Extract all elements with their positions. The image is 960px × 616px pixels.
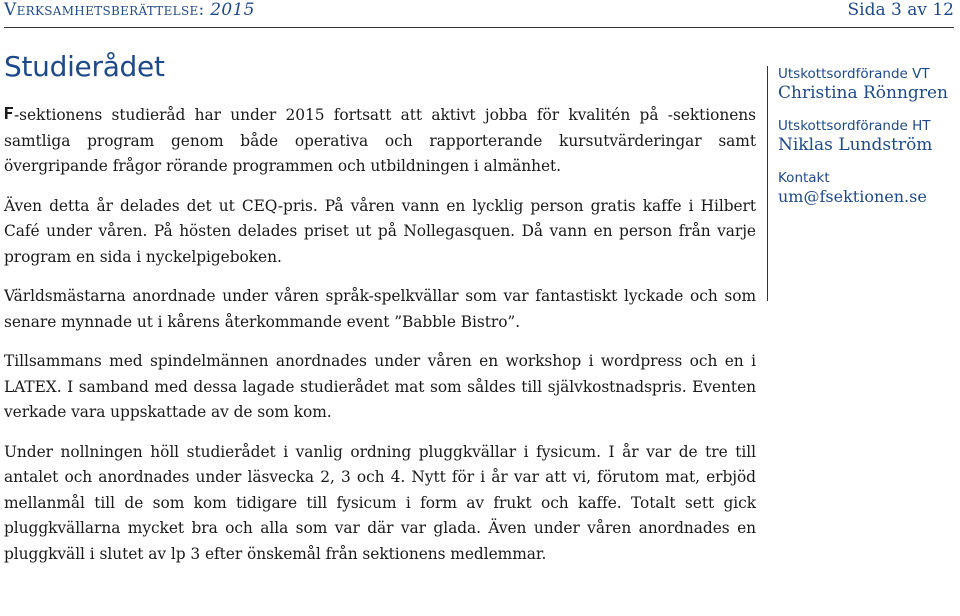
- page-header: [4, 0, 954, 26]
- paragraph-4: Tillsammans med spindelmännen anordnades under våren en workshop i wordpress och en i LATEX. I samband med dessa lagade studierådet mat som såldes till självkostnadspris. Eventen verkade vara uppskattade av de som kom.: [4, 352, 756, 421]
- paragraph-5: Under nollningen höll studierådet i vanlig ordning pluggkvällar i fysicum. I år var de tre till antalet och anordnades under läsvecka 2, 3 och 4. Nytt för i år var att vi, förutom mat, erbjöd mellanmål till de som kom tidigare till fysicum i form av frukt och kaffe. Totalt sett gick pluggkvällarna mycket bra och alla som var där var glada. Även under våren anordnades en pluggkväll i slutet av lp 3 efter önskemål från sektionens medlemmar.: [4, 442, 756, 563]
- sidebar-divider: [767, 66, 768, 301]
- header-title-text: Verksamhetsberättelse:: [4, 0, 205, 20]
- page-title: Studierådet: [4, 50, 165, 83]
- contact-label: Kontakt: [778, 170, 830, 186]
- ht-chair-label: Utskottsordförande HT: [778, 118, 931, 134]
- header-year: 2015: [210, 0, 255, 20]
- page-number: Sida 3 av 12: [847, 0, 954, 20]
- paragraph-1-text: -sektionens studieråd har under 2015 fortsatt att aktivt jobba för kvalitén på -sektionens samtliga program genom både operativa och rapporterande kursutvärderingar samt övergripande frågor rörande programmen och utbildningen i almänhet.: [4, 106, 756, 175]
- contact-email[interactable]: um@fsektionen.se: [778, 187, 927, 206]
- ht-chair-name: Niklas Lundström: [778, 135, 933, 155]
- paragraph-2: Även detta år delades det ut CEQ-pris. På våren vann en lycklig person gratis kaffe i Hilbert Café under våren. På hösten delades priset ut på Nollegasquen. Då vann en person från varje program en sida i nyckelpigeboken.: [4, 196, 756, 266]
- sidebar: [778, 66, 958, 222]
- paragraph-3: Världsmästarna anordnade under våren språk-spelkvällar som var fantastiskt lyckade och som senare mynnade ut i kårens återkommande event ”Babble Bistro”.: [4, 287, 756, 331]
- paragraph-1: [4, 103, 756, 180]
- f-sektionen-logo-icon: [4, 103, 14, 129]
- vt-chair-name: Christina Rönngren: [778, 83, 948, 103]
- main-content: [4, 50, 756, 581]
- header-divider: [4, 27, 954, 28]
- vt-chair-label: Utskottsordförande VT: [778, 66, 930, 82]
- header-section-title: [4, 0, 255, 20]
